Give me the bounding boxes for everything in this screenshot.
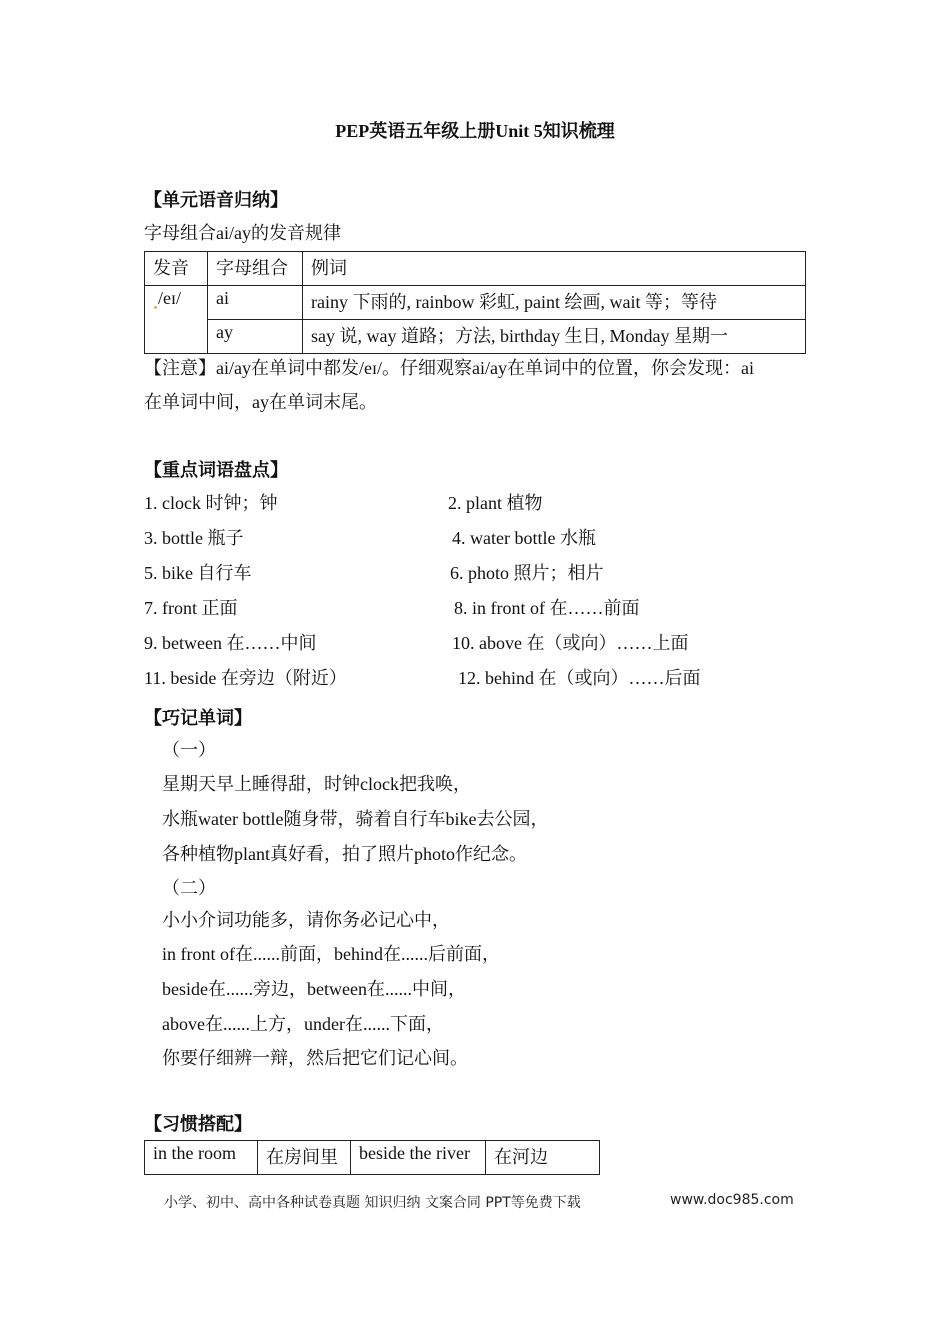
collocations-heading: 【习惯搭配】: [144, 1114, 252, 1134]
collocation-cell: beside the river: [351, 1141, 486, 1175]
rhyme-line: 水瓶water bottle随身带，骑着自行车bike去公园，: [162, 809, 549, 829]
combo-cell: ai: [208, 286, 303, 320]
vocab-item: 9. between 在……中间: [144, 633, 317, 653]
rhyme-line: 你要仔细辨一辩，然后把它们记心间。: [162, 1048, 468, 1068]
vocab-item: 1. clock 时钟；钟: [144, 493, 278, 513]
collocation-cell: 在河边: [486, 1141, 600, 1175]
table-row: [145, 1141, 600, 1175]
note-line-2: 在单词中间，ay在单词末尾。: [144, 392, 377, 412]
phonics-intro: 字母组合ai/ay的发音规律: [144, 223, 341, 243]
rhyme-line: in front of在......前面，behind在......后前面，: [162, 944, 500, 964]
table-header-cell: 例词: [303, 252, 806, 286]
sound-text: /eɪ/: [158, 288, 181, 308]
vocab-heading: 【重点词语盘点】: [144, 460, 288, 480]
part-label: （二）: [162, 878, 216, 898]
combo-cell: ay: [208, 320, 303, 354]
collocation-cell: 在房间里: [258, 1141, 351, 1175]
rhyme-line: 星期天早上睡得甜，时钟clock把我唤，: [162, 774, 471, 794]
footer-url[interactable]: www.doc985.com: [670, 1192, 794, 1208]
examples-cell: say 说, way 道路；方法, birthday 生日, Monday 星期一: [303, 320, 806, 354]
table-header-cell: 发音: [145, 252, 208, 286]
rhyme-line: above在......上方，under在......下面，: [162, 1014, 444, 1034]
vocab-item: 4. water bottle 水瓶: [452, 528, 596, 548]
sound-cell: [145, 286, 208, 354]
part-label: （一）: [162, 740, 216, 760]
note-line-1: 【注意】ai/ay在单词中都发/eɪ/。仔细观察ai/ay在单词中的位置，你会发现：ai: [144, 358, 754, 378]
mark-dot: [154, 306, 157, 309]
vocab-item: 3. bottle 瓶子: [144, 528, 244, 548]
vocab-item: 7. front 正面: [144, 598, 238, 618]
table-row: [145, 252, 806, 286]
footer-text: 小学、初中、高中各种试卷真题 知识归纳 文案合同 PPT等免费下载: [164, 1195, 581, 1211]
vocab-item: 11. beside 在旁边（附近）: [144, 668, 347, 688]
table-row: [145, 320, 806, 354]
phonics-table: [144, 251, 806, 354]
page-title: PEP英语五年级上册Unit 5知识梳理: [335, 121, 615, 141]
vocab-item: 5. bike 自行车: [144, 563, 252, 583]
table-row: [145, 286, 806, 320]
rhyme-line: 各种植物plant真好看，拍了照片photo作纪念。: [162, 844, 527, 864]
table-header-cell: 字母组合: [208, 252, 303, 286]
examples-cell: rainy 下雨的, rainbow 彩虹, paint 绘画, wait 等；等待: [303, 286, 806, 320]
collocation-cell: in the room: [145, 1141, 258, 1175]
vocab-item: 10. above 在（或向）……上面: [452, 633, 689, 653]
vocab-item: 6. photo 照片；相片: [450, 563, 604, 583]
collocations-table: [144, 1140, 600, 1175]
rhyme-line: 小小介词功能多，请你务必记心中，: [162, 910, 450, 930]
vocab-item: 2. plant 植物: [448, 493, 543, 513]
vocab-item: 8. in front of 在……前面: [454, 598, 640, 618]
phonics-heading: 【单元语音归纳】: [144, 190, 288, 210]
rhyme-line: beside在......旁边，between在......中间，: [162, 979, 466, 999]
vocab-item: 12. behind 在（或向）……后面: [458, 668, 701, 688]
mnemonic-heading: 【巧记单词】: [144, 708, 252, 728]
